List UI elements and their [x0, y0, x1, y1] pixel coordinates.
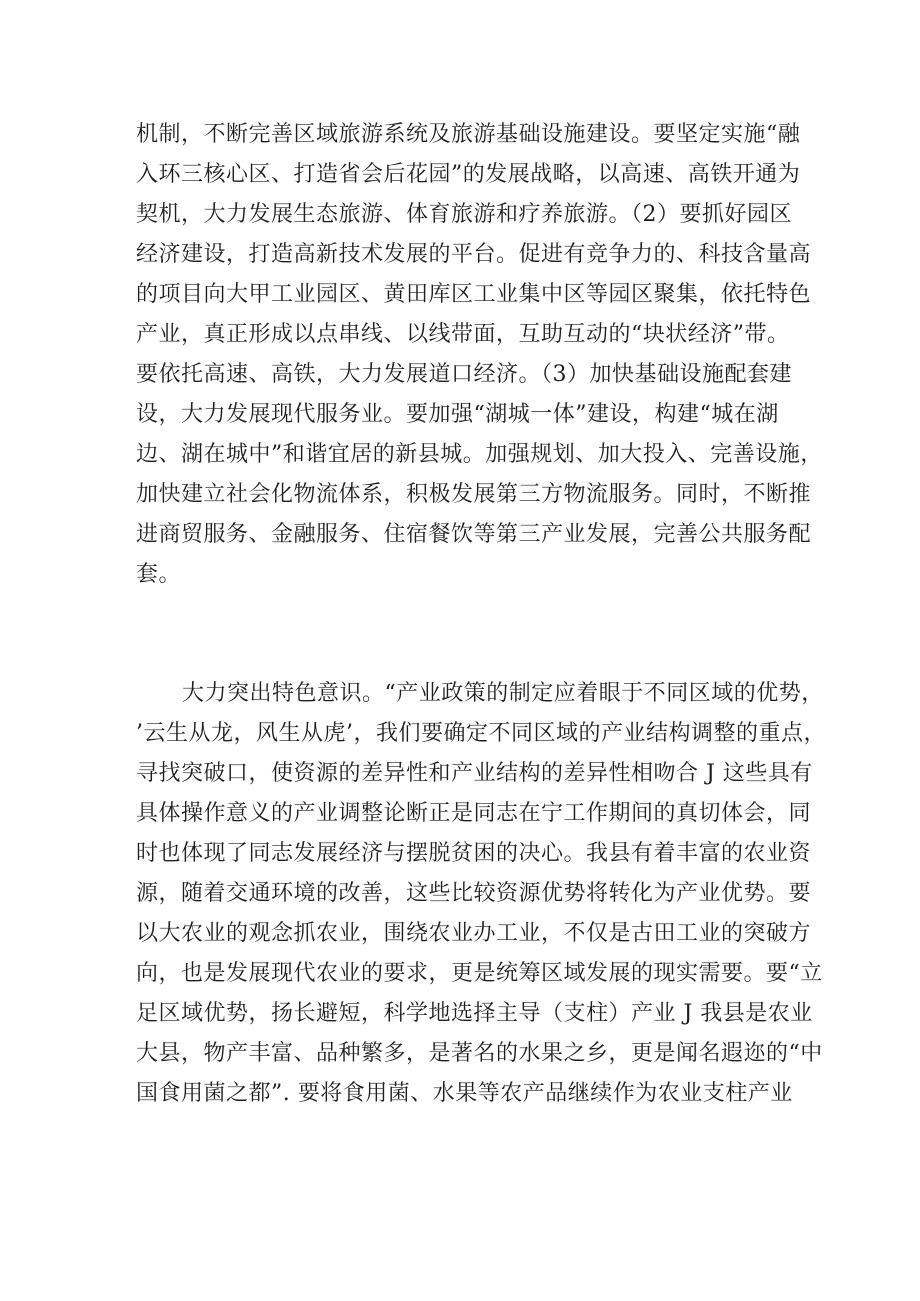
- text-line: 的项目向大甲工业园区、黄田库区工业集中区等园区聚集，依托特色: [136, 282, 812, 307]
- text-line: ’云生从龙，风生从虎’，我们要确定不同区域的产业结构调整的重点，: [136, 721, 826, 746]
- text-line: 寻找突破口，使资源的差异性和产业结构的差异性相吻合 J 这些具有: [136, 761, 813, 786]
- text-line: 边、湖在城中”和谐宜居的新县城。加强规划、加大投入、完善设施，: [136, 442, 823, 467]
- text-line: 进商贸服务、金融服务、住宿餐饮等第三产业发展，完善公共服务配: [136, 522, 812, 547]
- text-line: 设，大力发展现代服务业。要加强“湖城一体”建设，构建“城在湖: [136, 402, 779, 427]
- text-line: 足区域优势，扬长避短，科学地选择主导（支柱）产业 J 我县是农业: [136, 1001, 813, 1026]
- text-line: 大县，物产丰富、品种繁多，是著名的水果之乡，更是闻名遐迩的“中: [136, 1041, 823, 1066]
- paragraph-characteristic-awareness: [136, 674, 826, 1114]
- text-line: 以大农业的观念抓农业，围绕农业办工业，不仅是古田工业的突破方: [136, 921, 812, 946]
- text-line: 向，也是发展现代农业的要求，更是统筹区域发展的现实需要。要“立: [136, 961, 823, 986]
- text-line-first: 大力突出特色意识。“产业政策的制定应着眼于不同区域的优势，: [182, 681, 824, 706]
- text-line: 产业，真正形成以点串线、以线带面，互助互动的“块状经济”带。: [136, 322, 790, 347]
- text-line: 经济建设，打造高新技术发展的平台。促进有竞争力的、科技含量高: [136, 242, 812, 267]
- text-line: 源，随着交通环境的改善，这些比较资源优势将转化为产业优势。要: [136, 881, 812, 906]
- text-line: 加快建立社会化物流体系，积极发展第三方物流服务。同时，不断推: [136, 482, 812, 507]
- text-line: 国食用菌之都”. 要将食用菌、水果等农产品继续作为农业支柱产业: [136, 1081, 793, 1106]
- text-line: 契机，大力发展生态旅游、体育旅游和疗养旅游。（2）要抓好园区: [136, 202, 792, 227]
- text-line: 机制，不断完善区域旅游系统及旅游基础设施建设。要坚定实施“融: [136, 122, 801, 147]
- text-line: 要依托高速、高铁，大力发展道口经济。（3）加快基础设施配套建: [136, 362, 792, 387]
- text-line: 具体操作意义的产业调整论断正是同志在宁工作期间的真切体会，同: [136, 801, 812, 826]
- paragraph-tourism-services: [136, 115, 823, 595]
- text-line: 套。: [136, 562, 182, 587]
- text-line: 入环三核心区、打造省会后花园”的发展战略，以高速、高铁开通为: [136, 162, 801, 187]
- text-line: 时也体现了同志发展经济与摆脱贫困的决心。我县有着丰富的农业资: [136, 841, 812, 866]
